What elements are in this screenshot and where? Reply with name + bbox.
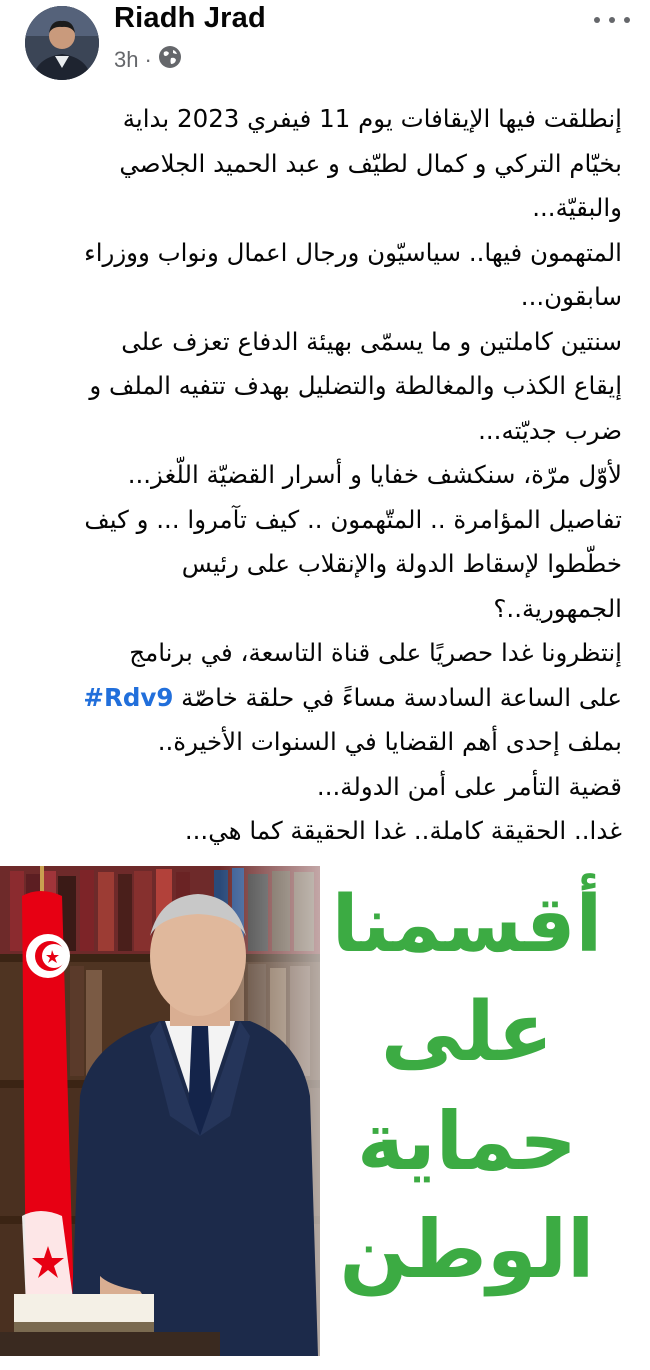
post-text <box>30 97 622 854</box>
post-line: إيقاع الكذب والمغالطة والتضليل بهدف تتفيه الملف و <box>89 371 622 400</box>
post-line: خطّطوا لإسقاط الدولة والإنقلاب على رئيس <box>181 549 622 578</box>
post-line: غدا.. الحقيقة كاملة.. غدا الحقيقة كما هي... <box>184 816 622 845</box>
post-header <box>0 0 650 90</box>
slogan-line: أقسمنا <box>331 880 603 970</box>
author-name[interactable]: Riadh Jrad <box>114 2 266 34</box>
post-line: والبقيّة... <box>532 193 622 222</box>
slogan-line: على <box>380 985 554 1080</box>
post-line-hashtag <box>30 676 622 721</box>
avatar[interactable] <box>25 6 99 80</box>
post-line: بخيّام التركي و كمال لطيّف و عبد الحميد الجلاصي <box>119 148 622 178</box>
slogan-line: حماية <box>357 1095 577 1188</box>
post-time[interactable]: 3h <box>114 47 139 72</box>
post-line: قضية التأمر على أمن الدولة... <box>316 771 622 801</box>
post-line: ضرب جديّته... <box>478 415 622 445</box>
post-meta <box>114 44 182 76</box>
post-line: سابقون... <box>520 282 622 311</box>
post-line: تفاصيل المؤامرة .. المتّهمون .. كيف تآمروا ... و كيف <box>84 504 622 534</box>
post-line: الجمهورية..؟ <box>493 593 622 623</box>
more-horizontal-icon[interactable] <box>588 10 636 30</box>
post-line: إنتظرونا غدا حصريًا على قناة التاسعة، في برنامج <box>129 638 622 667</box>
separator-dot: · <box>144 47 152 72</box>
post-line: إنطلقت فيها الإيقافات يوم 11 فيفري 2023 بداية <box>122 104 622 133</box>
slogan-line: الوطن <box>339 1203 595 1296</box>
post-line: لأوّل مرّة، سنكشف خفايا و أسرار القضيّة اللّغز... <box>127 460 622 489</box>
post-line: بملف إحدى أهم القضايا في السنوات الأخيرة.. <box>157 727 622 756</box>
hashtag-link[interactable]: #Rdv9 <box>83 682 174 712</box>
post-line: سنتين كاملتين و ما يسمّى بهيئة الدفاع تعزف على <box>121 326 622 356</box>
slogan <box>322 880 612 1296</box>
post-image[interactable] <box>0 866 640 1356</box>
post-line: المتهمون فيها.. سياسيّون ورجال اعمال ونواب ووزراء <box>84 237 622 267</box>
hashtag-text: على الساعة السادسة مساءً في حلقة خاصّة <box>181 682 622 712</box>
globe-icon[interactable] <box>158 45 182 75</box>
